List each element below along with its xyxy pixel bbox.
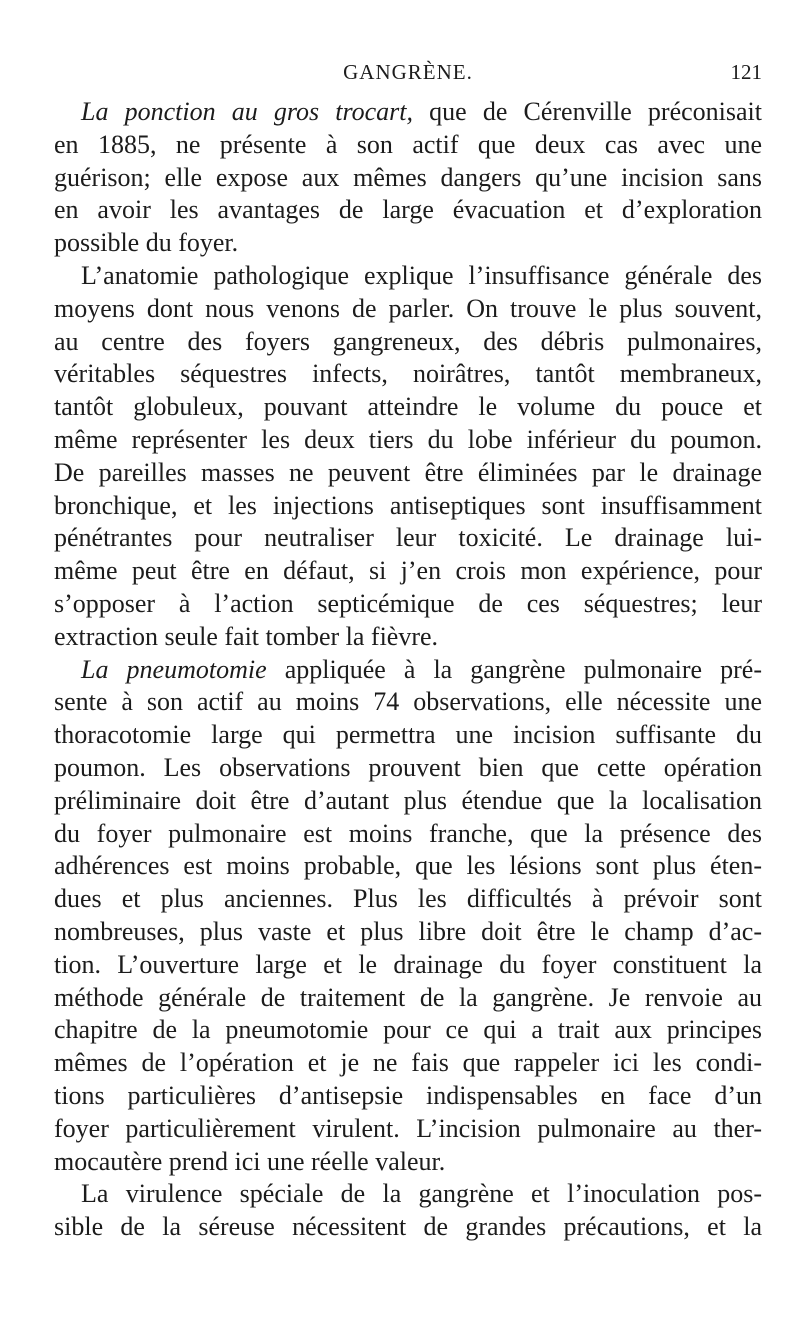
text-line bbox=[54, 654, 762, 687]
text-line: au centre des foyers gangreneux, des débris pulmonaires, bbox=[54, 326, 762, 356]
italic-term: La pneumotomie bbox=[81, 654, 267, 684]
page-header bbox=[54, 60, 762, 90]
text-line bbox=[54, 96, 762, 129]
text-line: en 1885, ne présente à son actif que deux cas avec une bbox=[54, 129, 762, 159]
page-number: 121 bbox=[730, 60, 762, 84]
text-line: L’anatomie pathologique explique l’insuffisance générale des bbox=[81, 260, 762, 290]
text-line: thoracotomie large qui permettra une incision suffisante du bbox=[54, 720, 762, 750]
text-line: mêmes de l’opération et je ne fais que rappeler ici les condi- bbox=[54, 1048, 762, 1078]
text-line: chapitre de la pneumotomie pour ce qui a trait aux principes bbox=[54, 1015, 762, 1045]
text-line: tion. L’ouverture large et le drainage du foyer constituent la bbox=[54, 949, 762, 979]
italic-term: La ponction au gros trocart, bbox=[81, 97, 414, 126]
text-line: bronchique, et les injections antiseptiques sont insuffisamment bbox=[54, 490, 762, 520]
text-line: foyer particulièrement virulent. L’incision pulmonaire au ther- bbox=[54, 1113, 762, 1143]
text-line: dues et plus anciennes. Plus les difficultés à prévoir sont bbox=[54, 884, 762, 914]
text-line: nombreuses, plus vaste et plus libre doit être le champ d’ac- bbox=[54, 916, 762, 946]
text-line: s’opposer à l’action septicémique de ces séquestres; leur bbox=[54, 588, 762, 618]
text-line: même peut être en défaut, si j’en crois mon expérience, pour bbox=[54, 556, 762, 586]
text-line: même représenter les deux tiers du lobe inférieur du poumon. bbox=[54, 424, 762, 454]
paragraph bbox=[54, 96, 762, 260]
text-line: préliminaire doit être d’autant plus étendue que la localisation bbox=[54, 785, 762, 815]
text-line: moyens dont nous venons de parler. On trouve le plus souvent, bbox=[54, 293, 762, 323]
text-line: guérison; elle expose aux mêmes dangers qu’une incision sans bbox=[54, 162, 762, 192]
text-line: sible de la séreuse nécessitent de grandes précautions, et la bbox=[54, 1212, 762, 1242]
text-line: sente à son actif au moins 74 observations, elle nécessite une bbox=[54, 687, 762, 717]
text-line: La virulence spéciale de la gangrène et l’inoculation pos- bbox=[81, 1179, 762, 1209]
text-line: De pareilles masses ne peuvent être éliminées par le drainage bbox=[54, 457, 762, 487]
text-line: adhérences est moins probable, que les lésions sont plus éten- bbox=[54, 851, 762, 881]
paragraph bbox=[54, 260, 762, 654]
text-line: poumon. Les observations prouvent bien que cette opération bbox=[54, 752, 762, 782]
text-line: mocautère prend ici une réelle valeur. bbox=[54, 1146, 446, 1176]
text-line: tions particulières d’antisepsie indispensables en face d’un bbox=[54, 1080, 762, 1110]
paragraph bbox=[54, 1178, 762, 1244]
text-line: en avoir les avantages de large évacuation et d’exploration bbox=[54, 195, 762, 225]
body-text bbox=[54, 96, 762, 1244]
text-line: pénétrantes pour neutraliser leur toxicité. Le drainage lui- bbox=[54, 523, 762, 553]
text-line: méthode générale de traitement de la gangrène. Je renvoie au bbox=[54, 982, 762, 1012]
text-line: extraction seule fait tomber la fièvre. bbox=[54, 621, 439, 651]
line-remainder: appliquée à la gangrène pulmonaire pré- bbox=[266, 654, 762, 684]
paragraph bbox=[54, 654, 762, 1179]
text-line: tantôt globuleux, pouvant atteindre le volume du pouce et bbox=[54, 392, 762, 422]
running-title: GANGRÈNE. bbox=[343, 60, 473, 84]
text-line: véritables séquestres infects, noirâtres, tantôt membraneux, bbox=[54, 359, 762, 389]
text-line: possible du foyer. bbox=[54, 228, 239, 258]
text-line: du foyer pulmonaire est moins franche, que la présence des bbox=[54, 818, 762, 848]
line-remainder: que de Cérenville préconisait bbox=[413, 97, 762, 126]
